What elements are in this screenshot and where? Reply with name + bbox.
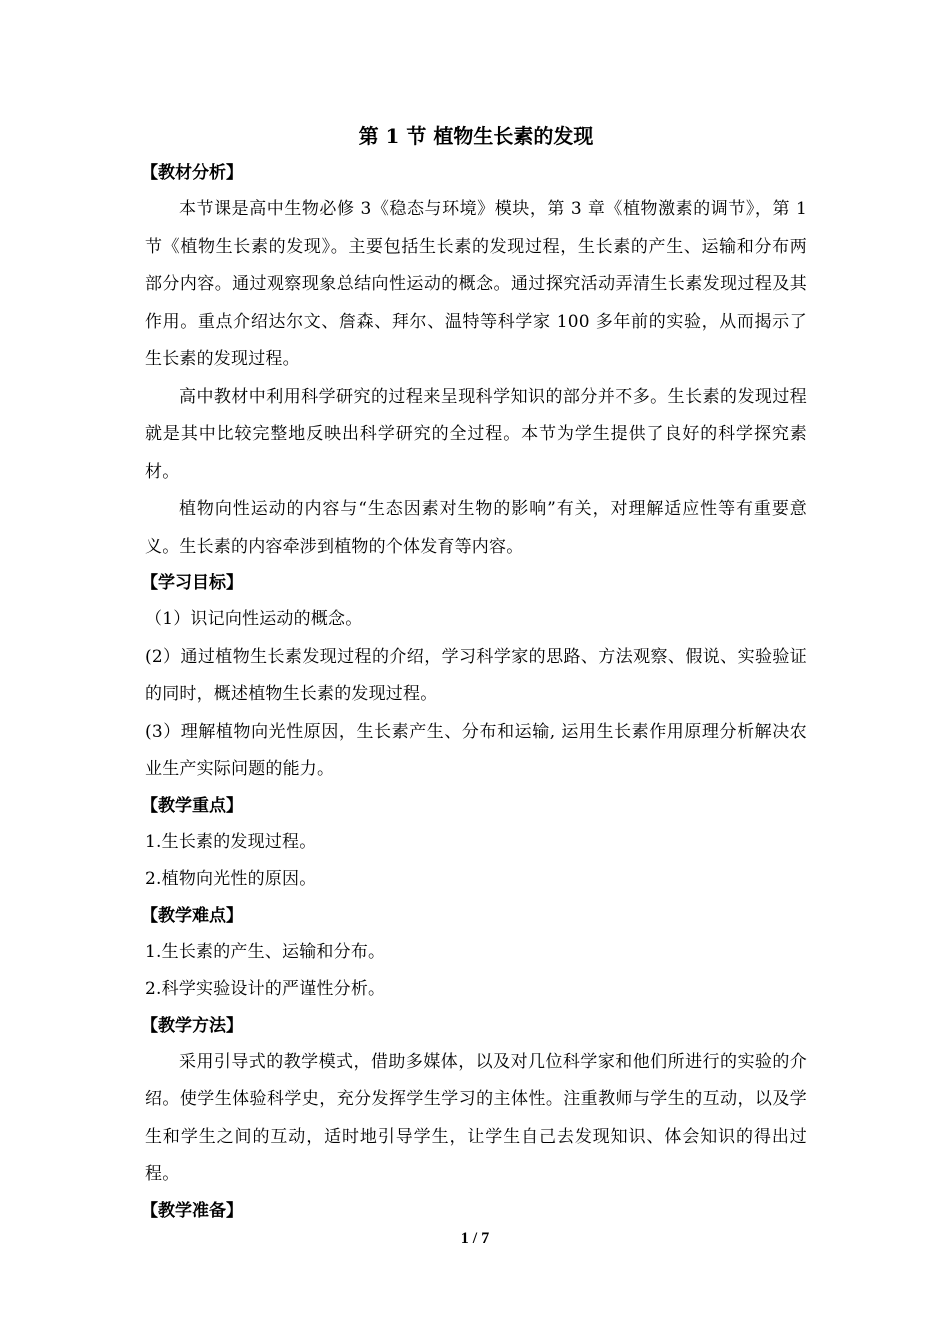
- section-heading-difficult-points: 【教学难点】: [141, 905, 243, 926]
- textbook-analysis-paragraph-1: 本节课是高中生物必修 3《稳态与环境》模块，第 3 章《植物激素的调节》，第 1 节《植物生长素的发现》。主要包括生长素的发现过程，生长素的产生、运输和分布两部分内容。通过观察现象总结向性运动的概念。通过探究活动弄清生长素发现过程及其作用。重点介绍达尔文、詹森、拜尔、温特等科学家 100 多年前的实验，从而揭示了生长素的发现过程。: [145, 199, 807, 369]
- page-number: 1 / 7: [460, 1230, 490, 1247]
- difficult-point-item-2: 2.科学实验设计的严谨性分析。: [145, 979, 386, 999]
- teaching-methods-paragraph: 采用引导式的教学模式，借助多媒体，以及对几位科学家和他们所进行的实验的介绍。使学生体验科学史，充分发挥学生学习的主体性。注重教师与学生的互动，以及学生和学生之间的互动，适时地引导学生，让学生自己去发现知识、体会知识的得出过程。: [145, 1051, 807, 1184]
- learning-objective-item-1: （1）识记向性运动的概念。: [145, 609, 363, 629]
- section-heading-learning-objectives: 【学习目标】: [141, 573, 243, 593]
- learning-objective-item-2: (2）通过植物生长素发现过程的介绍，学习科学家的思路、方法观察、假说、实验验证的同时，概述植物生长素的发现过程。: [145, 646, 807, 704]
- key-point-item-1: 1.生长素的发现过程。: [145, 831, 317, 852]
- key-point-item-2: 2.植物向光性的原因。: [145, 869, 317, 889]
- section-heading-textbook-analysis: 【教材分析】: [141, 163, 243, 183]
- textbook-analysis-paragraph-2: 高中教材中利用科学研究的过程来呈现科学知识的部分并不多。生长素的发现过程就是其中比较完整地反映出科学研究的全过程。本节为学生提供了良好的科学探究素材。: [145, 386, 807, 482]
- learning-objective-item-3: (3）理解植物向光性原因，生长素产生、分布和运输, 运用生长素作用原理分析解决农业生产实际问题的能力。: [145, 721, 807, 779]
- section-heading-key-points: 【教学重点】: [141, 795, 243, 816]
- page-title: 第 1 节 植物生长素的发现: [358, 124, 594, 148]
- textbook-analysis-paragraph-3: 植物向性运动的内容与“生态因素对生物的影响”有关，对理解适应性等有重要意义。生长素的内容牵涉到植物的个体发育等内容。: [145, 499, 807, 557]
- section-heading-teaching-preparation: 【教学准备】: [141, 1200, 243, 1221]
- section-heading-teaching-methods: 【教学方法】: [141, 1015, 243, 1036]
- difficult-point-item-1: 1.生长素的产生、运输和分布。: [145, 941, 386, 962]
- page-content: [141, 118, 807, 1229]
